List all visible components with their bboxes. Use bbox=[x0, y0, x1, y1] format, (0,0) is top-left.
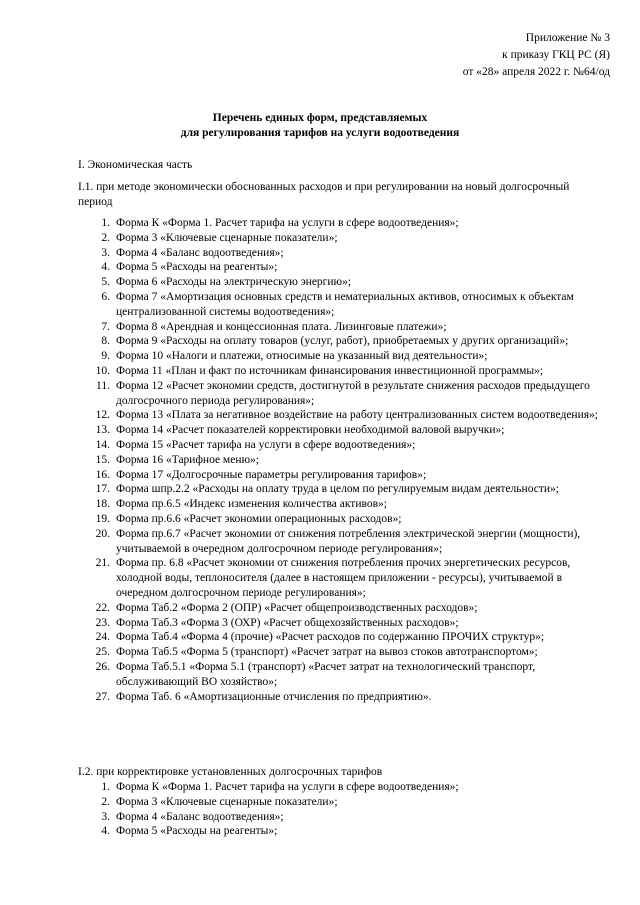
list-item bbox=[78, 616, 608, 631]
list-item-number: 26. bbox=[95, 660, 110, 673]
list-item-number: 3. bbox=[101, 246, 110, 259]
approval-line-3: от «28» апреля 2022 г. №64/од bbox=[462, 66, 610, 78]
list-item bbox=[78, 780, 608, 795]
list-item-text: Форма 10 «Налоги и платежи, относимые на указанный вид деятельности»; bbox=[116, 350, 488, 363]
list-item bbox=[78, 645, 608, 660]
list-item-number: 3. bbox=[101, 810, 110, 823]
list-item bbox=[78, 527, 608, 557]
list-item bbox=[78, 216, 608, 231]
list-item-number: 15. bbox=[95, 453, 110, 466]
list-item bbox=[78, 497, 608, 512]
list-item bbox=[78, 379, 608, 409]
list-item-text: Форма Таб.5 «Форма 5 (транспорт) «Расчет затрат на вывоз стоков автотранспортом»; bbox=[116, 646, 538, 659]
list-item bbox=[78, 453, 608, 468]
list-item-text: Форма Таб.5.1 «Форма 5.1 (транспорт) «Расчет затрат на технологический транспорт, обслуживающий ВО хозяйство»; bbox=[116, 660, 536, 688]
list-item bbox=[78, 364, 608, 379]
list-item-text: Форма 6 «Расходы на электрическую энергию»; bbox=[116, 276, 352, 289]
list-item bbox=[78, 290, 608, 320]
list-item-text: Форма 12 «Расчет экономии средств, достигнутой в результате снижения расходов предыдущего долгосрочного периода регулирования»; bbox=[116, 379, 590, 407]
list-item-text: Форма 3 «Ключевые сценарные показатели»; bbox=[116, 231, 338, 244]
list-item-text: Форма 15 «Расчет тарифа на услуги в сфере водоотведения»; bbox=[116, 438, 416, 451]
list-item bbox=[78, 630, 608, 645]
list-item-text: Форма 7 «Амортизация основных средств и нематериальных активов, относимых к объектам централизованной системы водоотведения»; bbox=[116, 290, 574, 318]
list-item-text: Форма Таб.3 «Форма 3 (ОХР) «Расчет общехозяйственных расходов»; bbox=[116, 616, 459, 629]
list-item bbox=[78, 320, 608, 335]
list-item-number: 2. bbox=[101, 795, 110, 808]
approval-block bbox=[463, 30, 610, 81]
approval-line-1: Приложение № 3 bbox=[525, 32, 610, 44]
list-item-text: Форма 5 «Расходы на реагенты»; bbox=[116, 261, 278, 274]
list-item-number: 23. bbox=[95, 616, 110, 629]
list-item-number: 10. bbox=[95, 364, 110, 377]
list-item-text: Форма пр.6.6 «Расчет экономии операционных расходов»; bbox=[116, 512, 402, 525]
list-item-number: 8. bbox=[101, 335, 110, 348]
list-item-number: 20. bbox=[95, 527, 110, 540]
list-item-number: 6. bbox=[101, 290, 110, 303]
list-item-number: 1. bbox=[101, 781, 110, 793]
document-title bbox=[0, 111, 640, 141]
list-item-text: Форма Таб.4 «Форма 4 (прочие) «Расчет расходов по содержанию ПРОЧИХ структур»; bbox=[116, 631, 545, 644]
list-item-number: 18. bbox=[95, 498, 110, 511]
list-item bbox=[78, 795, 608, 810]
list-item-number: 22. bbox=[95, 601, 110, 614]
list-item-number: 2. bbox=[101, 231, 110, 244]
list-item-number: 7. bbox=[101, 320, 110, 333]
list-item-number: 27. bbox=[95, 690, 110, 703]
list-item-text: Форма 8 «Арендная и концессионная плата. Лизинговые платежи»; bbox=[116, 320, 447, 333]
list-item-number: 14. bbox=[95, 438, 110, 451]
list-item-number: 5. bbox=[101, 276, 110, 289]
list-item-text: Форма Таб. 6 «Амортизационные отчисления по предприятию». bbox=[116, 690, 432, 703]
list-item-text: Форма К «Форма 1. Расчет тарифа на услуги в сфере водоотведения»; bbox=[116, 781, 459, 793]
list-item-text: Форма К «Форма 1. Расчет тарифа на услуги в сфере водоотведения»; bbox=[116, 217, 459, 229]
list-item bbox=[78, 260, 608, 275]
list-item bbox=[78, 275, 608, 290]
list-item-text: Форма 16 «Тарифное меню»; bbox=[116, 453, 260, 466]
list-item-text: Форма пр. 6.8 «Расчет экономии от снижения потребления прочих энергетических ресурсов, холодной воды, теплоносителя (далее в настоящем приложении - ресурсы), учитываемой в очередном долгосрочном периоде регулирования»; bbox=[116, 557, 571, 599]
section-heading: I. Экономическая часть bbox=[78, 159, 193, 171]
list-item-text: Форма 4 «Баланс водоотведения»; bbox=[116, 246, 284, 259]
list-item bbox=[78, 231, 608, 246]
forms-list-1 bbox=[78, 216, 608, 704]
list-item-number: 4. bbox=[101, 825, 110, 838]
list-item-number: 25. bbox=[95, 646, 110, 659]
list-item-number: 1. bbox=[101, 217, 110, 229]
approval-line-2: к приказу ГКЦ РС (Я) bbox=[502, 49, 610, 61]
list-item-text: Форма 14 «Расчет показателей корректировки необходимой валовой выручки»; bbox=[116, 424, 505, 437]
forms-list-2 bbox=[78, 780, 608, 839]
list-item-text: Форма 13 «Плата за негативное воздействие на работу централизованных систем водоотведения»; bbox=[116, 409, 598, 422]
list-item-number: 16. bbox=[95, 468, 110, 481]
list-item-text: Форма 11 «План и факт по источникам финансирования инвестиционной программы»; bbox=[116, 364, 544, 377]
list-item-number: 17. bbox=[95, 483, 110, 496]
list-item bbox=[78, 556, 608, 600]
list-item-number: 13. bbox=[95, 424, 110, 437]
list-item-text: Форма Таб.2 «Форма 2 (ОПР) «Расчет общепроизводственных расходов»; bbox=[116, 601, 478, 614]
list-item bbox=[78, 349, 608, 364]
list-item-text: Форма пр.6.5 «Индекс изменения количества активов»; bbox=[116, 498, 387, 511]
list-item bbox=[78, 468, 608, 483]
list-item bbox=[78, 334, 608, 349]
list-item-text: Форма пр.6.7 «Расчет экономии от снижения потребления электрической энергии (мощности), учитываемой в очередном долгосрочном периоде регулирования»; bbox=[116, 527, 581, 555]
subsection-heading-1: I.1. при методе экономически обоснованных расходов и при регулировании на новый долгосрочный период bbox=[78, 181, 570, 208]
list-item bbox=[78, 438, 608, 453]
list-item bbox=[78, 512, 608, 527]
title-line-2: для регулирования тарифов на услуги водоотведения bbox=[180, 127, 460, 139]
list-item bbox=[78, 246, 608, 261]
list-item bbox=[78, 601, 608, 616]
subsection-heading-2: I.2. при корректировке установленных долгосрочных тарифов bbox=[78, 766, 383, 778]
list-item-text: Форма шпр.2.2 «Расходы на оплату труда в целом по регулируемым видам деятельности»; bbox=[116, 483, 559, 496]
list-item-number: 19. bbox=[95, 512, 110, 525]
list-item bbox=[78, 824, 608, 839]
list-item bbox=[78, 482, 608, 497]
title-line-1: Перечень единых форм, представляемых bbox=[212, 112, 428, 124]
list-item bbox=[78, 408, 608, 423]
list-item-text: Форма 5 «Расходы на реагенты»; bbox=[116, 825, 278, 838]
list-item-text: Форма 17 «Долгосрочные параметры регулирования тарифов»; bbox=[116, 468, 427, 481]
list-item-number: 12. bbox=[95, 409, 110, 422]
list-item-text: Форма 4 «Баланс водоотведения»; bbox=[116, 810, 284, 823]
list-item bbox=[78, 690, 608, 705]
list-item bbox=[78, 660, 608, 690]
list-item-text: Форма 3 «Ключевые сценарные показатели»; bbox=[116, 795, 338, 808]
list-item bbox=[78, 423, 608, 438]
list-item-text: Форма 9 «Расходы на оплату товаров (услуг, работ), приобретаемых у других организаций»; bbox=[116, 335, 569, 348]
list-item-number: 21. bbox=[95, 557, 110, 570]
list-item-number: 9. bbox=[101, 350, 110, 363]
list-item bbox=[78, 810, 608, 825]
list-item-number: 24. bbox=[95, 631, 110, 644]
list-item-number: 11. bbox=[96, 379, 110, 392]
list-item-number: 4. bbox=[101, 261, 110, 274]
